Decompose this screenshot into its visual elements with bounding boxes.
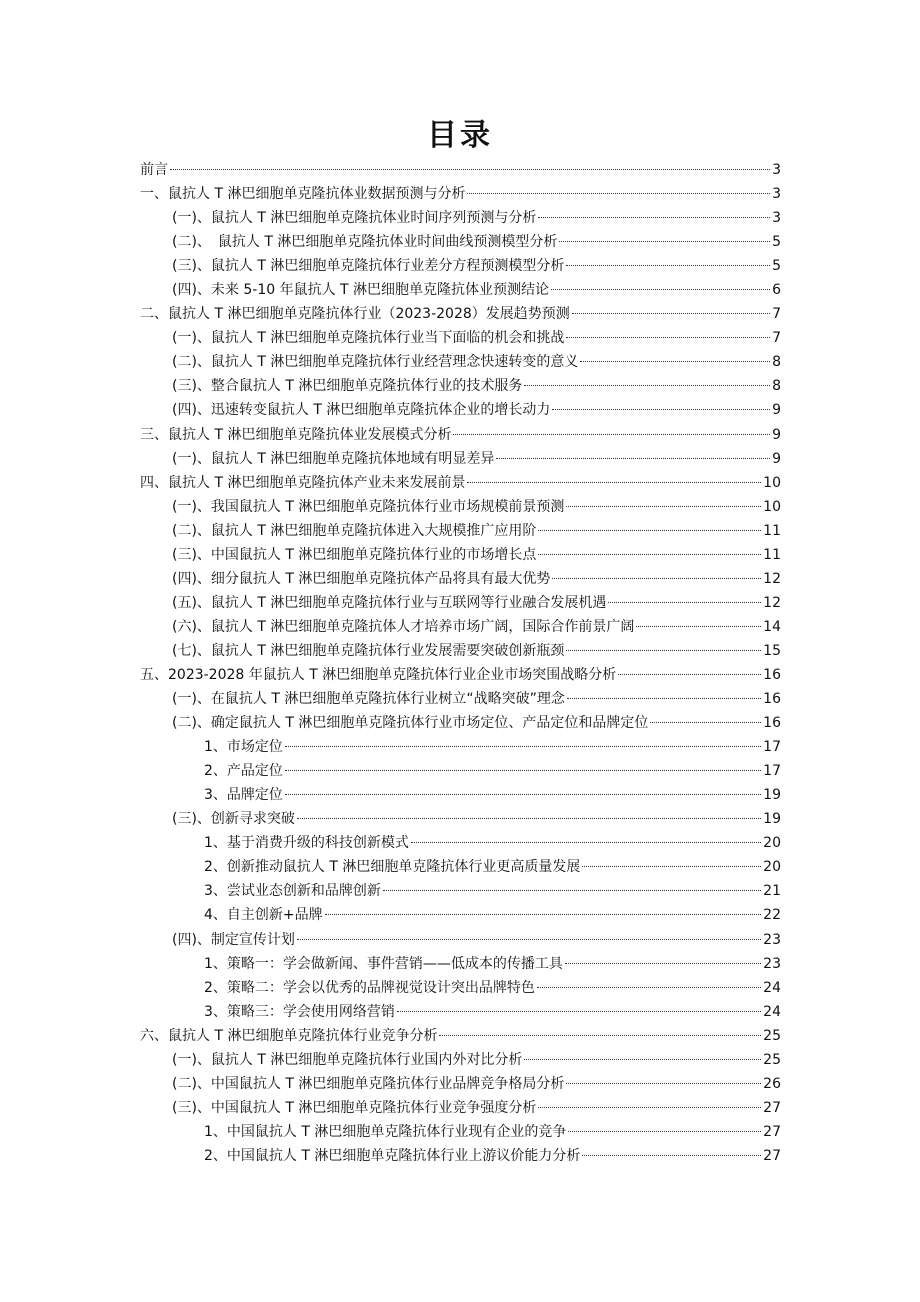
dot-leader [618,674,761,675]
toc-entry-title: (一)、鼠抗人 T 淋巴细胞单克隆抗体地域有明显差异 [172,450,495,467]
toc-entry-title: (七)、鼠抗人 T 淋巴细胞单克隆抗体行业发展需要突破创新瓶颈 [172,642,565,659]
toc-entry-page-number: 3 [772,186,781,203]
toc-entry-page-number: 23 [763,931,781,948]
toc-entry-page-number: 17 [763,739,781,756]
toc-entry-page-number: 20 [763,859,781,876]
dot-leader [285,794,761,795]
toc-entry[interactable] [140,879,781,903]
toc-entry[interactable] [140,1096,781,1120]
toc-entry-page-number: 16 [763,666,781,683]
toc-entry-page-number: 8 [772,354,781,371]
toc-entry-page-number: 11 [763,522,781,539]
dot-leader [524,1059,761,1060]
toc-entry-title: (一)、鼠抗人 T 淋巴细胞单克隆抗体行业国内外对比分析 [172,1051,523,1068]
dot-leader [538,1107,761,1108]
toc-entry-page-number: 10 [763,474,781,491]
toc-entry[interactable] [140,398,781,422]
toc-entry[interactable] [140,1144,781,1168]
toc-entry[interactable] [140,254,781,278]
toc-entry[interactable] [140,350,781,374]
dot-leader [582,1155,761,1156]
toc-entry-page-number: 27 [763,1099,781,1116]
dot-leader [567,698,761,699]
dot-leader [566,506,761,507]
toc-entry-title: (一)、鼠抗人 T 淋巴细胞单克隆抗体业时间序列预测与分析 [172,210,537,227]
toc-entry-page-number: 25 [763,1051,781,1068]
toc-entry[interactable] [140,326,781,350]
toc-entry-page-number: 20 [763,835,781,852]
dot-leader [566,265,770,266]
toc-entry-title: (四)、迅速转变鼠抗人 T 淋巴细胞单克隆抗体企业的增长动力 [172,402,551,419]
toc-entry-title: (三)、中国鼠抗人 T 淋巴细胞单克隆抗体行业的市场增长点 [172,546,537,563]
toc-entry[interactable] [140,1024,781,1048]
dot-leader [538,217,770,218]
toc-entry-title: 1、市场定位 [204,739,283,756]
toc-entry-page-number: 17 [763,763,781,780]
dot-leader [325,914,762,915]
dot-leader [566,337,770,338]
toc-entry-title: 2、中国鼠抗人 T 淋巴细胞单克隆抗体行业上游议价能力分析 [204,1147,581,1164]
dot-leader [608,602,761,603]
dot-leader [580,361,770,362]
toc-entry-title: (五)、鼠抗人 T 淋巴细胞单克隆抗体行业与互联网等行业融合发展机遇 [172,594,607,611]
page-title: 目录 [427,118,493,153]
toc-entry-page-number: 24 [763,979,781,996]
toc-entry-page-number: 11 [763,546,781,563]
dot-leader [551,289,770,290]
toc-entry-title: (一)、在鼠抗人 T 淋巴细胞单克隆抗体行业树立“战略突破”理念 [172,691,565,708]
toc-entry[interactable] [140,447,781,471]
toc-entry-page-number: 8 [772,378,781,395]
toc-entry[interactable] [140,952,781,976]
toc-entry-page-number: 27 [763,1147,781,1164]
toc-entry-title: (四)、制定宣传计划 [172,931,295,948]
dot-leader [582,866,761,867]
toc-entry-title: (六)、鼠抗人 T 淋巴细胞单克隆抗体人才培养市场广阔，国际合作前景广阔 [172,618,635,635]
toc-entry-title: (三)、鼠抗人 T 淋巴细胞单克隆抗体行业差分方程预测模型分析 [172,258,565,275]
dot-leader [650,722,761,723]
toc-entry-page-number: 6 [772,282,781,299]
dot-leader [467,193,770,194]
dot-leader [170,169,770,170]
toc-entry-page-number: 9 [772,402,781,419]
dot-leader [552,409,770,410]
toc-entry[interactable] [140,423,781,447]
dot-leader [538,530,761,531]
toc-entry[interactable] [140,711,781,735]
toc-entry-page-number: 21 [763,883,781,900]
dot-leader [636,626,761,627]
toc-entry-title: 二、鼠抗人 T 淋巴细胞单克隆抗体行业（2023-2028）发展趋势预测 [140,306,570,323]
toc-entry-title: 前言 [140,162,168,178]
toc-entry-page-number: 19 [763,811,781,828]
dot-leader [565,963,761,964]
dot-leader [537,987,761,988]
toc-entry-page-number: 16 [763,715,781,732]
toc-entry-page-number: 24 [763,1003,781,1020]
toc-entry-title: (三)、整合鼠抗人 T 淋巴细胞单克隆抗体行业的技术服务 [172,378,523,395]
toc-entry[interactable] [140,519,781,543]
toc-entry-title: (二)、 鼠抗人 T 淋巴细胞单克隆抗体业时间曲线预测模型分析 [172,234,558,251]
toc-entry-title: 2、产品定位 [204,763,283,780]
toc-entry-page-number: 19 [763,787,781,804]
dot-leader [566,650,761,651]
toc-entry[interactable] [140,230,781,254]
toc-entry-page-number: 3 [772,162,781,178]
toc-entry[interactable] [140,687,781,711]
toc-entry-title: 1、基于消费升级的科技创新模式 [204,835,409,852]
toc-entry-page-number: 5 [772,258,781,275]
toc-entry[interactable] [140,495,781,519]
toc-entry[interactable] [140,1072,781,1096]
toc-entry-page-number: 9 [772,450,781,467]
toc-entry-title: (二)、中国鼠抗人 T 淋巴细胞单克隆抗体行业品牌竞争格局分析 [172,1075,565,1092]
toc-entry-page-number: 12 [763,570,781,587]
dot-leader [552,578,761,579]
toc-entry[interactable] [140,663,781,687]
toc-entry[interactable] [140,1120,781,1144]
dot-leader [297,939,761,940]
dot-leader [397,1011,761,1012]
dot-leader [383,890,761,891]
toc-entry[interactable] [140,831,781,855]
table-of-contents [140,158,781,1168]
dot-leader [538,554,761,555]
toc-entry-title: (三)、中国鼠抗人 T 淋巴细胞单克隆抗体行业竞争强度分析 [172,1099,537,1116]
dot-leader [559,241,770,242]
toc-entry[interactable] [140,735,781,759]
toc-entry[interactable] [140,206,781,230]
toc-entry[interactable] [140,855,781,879]
toc-entry-title: 3、尝试业态创新和品牌创新 [204,883,381,900]
dot-leader [467,482,761,483]
toc-entry-page-number: 7 [772,306,781,323]
toc-entry-page-number: 9 [772,426,781,443]
toc-entry[interactable] [140,759,781,783]
dot-leader [285,770,761,771]
toc-entry[interactable] [140,903,781,927]
toc-entry[interactable] [140,543,781,567]
dot-leader [439,1035,761,1036]
toc-entry[interactable] [140,158,781,182]
toc-entry-title: (二)、确定鼠抗人 T 淋巴细胞单克隆抗体行业市场定位、产品定位和品牌定位 [172,715,649,732]
toc-entry[interactable] [140,928,781,952]
dot-leader [524,385,770,386]
toc-entry-title: 一、鼠抗人 T 淋巴细胞单克隆抗体业数据预测与分析 [140,186,466,203]
toc-entry-page-number: 14 [763,618,781,635]
toc-entry[interactable] [140,471,781,495]
dot-leader [411,842,761,843]
toc-entry-page-number: 15 [763,642,781,659]
toc-entry-title: 3、策略三：学会使用网络营销 [204,1003,395,1020]
toc-entry-page-number: 3 [772,210,781,227]
toc-entry[interactable] [140,374,781,398]
dot-leader [568,1131,761,1132]
toc-entry[interactable] [140,783,781,807]
toc-entry-page-number: 10 [763,498,781,515]
toc-entry[interactable] [140,567,781,591]
toc-entry-page-number: 16 [763,691,781,708]
toc-entry[interactable] [140,1048,781,1072]
toc-entry-title: 3、品牌定位 [204,787,283,804]
toc-entry-page-number: 5 [772,234,781,251]
toc-entry[interactable] [140,615,781,639]
toc-entry-page-number: 22 [763,907,781,924]
toc-entry-title: 三、鼠抗人 T 淋巴细胞单克隆抗体业发展模式分析 [140,426,452,443]
toc-entry-title: 五、2023-2028 年鼠抗人 T 淋巴细胞单克隆抗体行业企业市场突围战略分析 [140,666,617,683]
toc-entry[interactable] [140,639,781,663]
toc-entry-page-number: 23 [763,955,781,972]
toc-entry-title: (二)、鼠抗人 T 淋巴细胞单克隆抗体进入大规模推广应用阶 [172,522,537,539]
toc-entry[interactable] [140,976,781,1000]
dot-leader [285,746,761,747]
toc-entry-title: 1、中国鼠抗人 T 淋巴细胞单克隆抗体行业现有企业的竞争 [204,1123,567,1140]
dot-leader [496,458,770,459]
toc-entry[interactable] [140,807,781,831]
toc-entry-page-number: 12 [763,594,781,611]
toc-entry[interactable] [140,278,781,302]
toc-entry-title: (三)、创新寻求突破 [172,811,295,828]
toc-entry-title: 四、鼠抗人 T 淋巴细胞单克隆抗体产业未来发展前景 [140,474,466,491]
toc-entry-title: 1、策略一：学会做新闻、事件营销——低成本的传播工具 [204,955,563,972]
toc-entry-page-number: 26 [763,1075,781,1092]
toc-entry-title: 2、创新推动鼠抗人 T 淋巴细胞单克隆抗体行业更高质量发展 [204,859,581,876]
toc-entry[interactable] [140,182,781,206]
toc-entry-title: (一)、鼠抗人 T 淋巴细胞单克隆抗体行业当下面临的机会和挑战 [172,330,565,347]
toc-entry-title: (二)、鼠抗人 T 淋巴细胞单克隆抗体行业经营理念快速转变的意义 [172,354,579,371]
toc-entry-page-number: 27 [763,1123,781,1140]
toc-entry-title: 2、策略二：学会以优秀的品牌视觉设计突出品牌特色 [204,979,535,996]
toc-entry-page-number: 25 [763,1027,781,1044]
toc-entry-page-number: 7 [772,330,781,347]
dot-leader [453,434,770,435]
dot-leader [297,818,761,819]
toc-entry[interactable] [140,1000,781,1024]
toc-entry-title: 六、鼠抗人 T 淋巴细胞单克隆抗体行业竞争分析 [140,1027,438,1044]
toc-entry[interactable] [140,591,781,615]
toc-entry-title: (四)、未来 5-10 年鼠抗人 T 淋巴细胞单克隆抗体业预测结论 [172,282,550,299]
dot-leader [572,313,770,314]
toc-entry-title: 4、自主创新+品牌 [204,907,323,924]
toc-entry-title: (四)、细分鼠抗人 T 淋巴细胞单克隆抗体产品将具有最大优势 [172,570,551,587]
toc-entry[interactable] [140,302,781,326]
dot-leader [566,1083,761,1084]
toc-entry-title: (一)、我国鼠抗人 T 淋巴细胞单克隆抗体行业市场规模前景预测 [172,498,565,515]
